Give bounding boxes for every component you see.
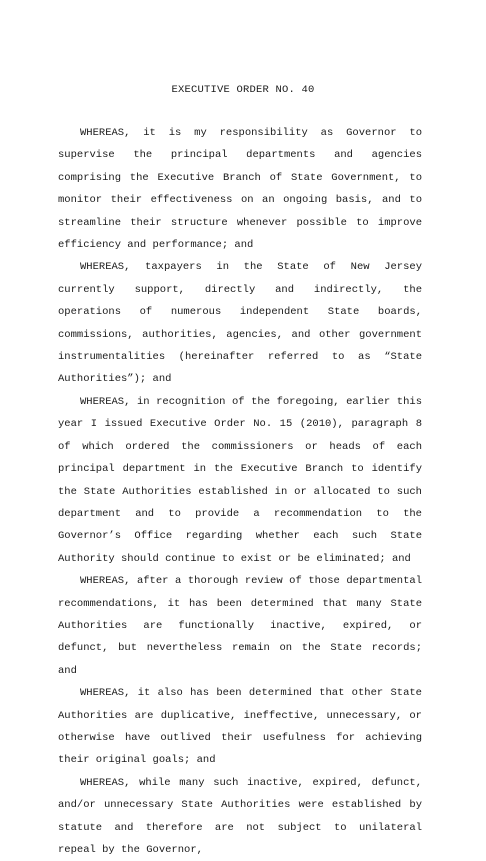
paragraph: WHEREAS, in recognition of the foregoing, earlier this year I issued Executive Order No. 15 (2010), paragraph 8 of which ordered the commissioners or heads of each principal department in the Executive Branch to identify the State Authorities established in or allocated to such department and to provide a recommendation to the Governor’s Office regarding whether each such State Authority should continue to exist or be eliminated; and <box>58 395 422 565</box>
paragraph: WHEREAS, taxpayers in the State of New Jersey currently support, directly and indirectly, the operations of numerous independent State boards, commissions, authorities, agencies, and other government instrumentalities (hereinafter referred to as “State Authorities”); and <box>58 261 422 386</box>
document-body <box>58 122 422 861</box>
paragraph: WHEREAS, it also has been determined that other State Authorities are duplicative, ineffective, unnecessary, or otherwise have outlived their usefulness for achieving their original goals; and <box>58 687 422 767</box>
paragraph: WHEREAS, it is my responsibility as Governor to supervise the principal departments and agencies comprising the Executive Branch of State Government, to monitor their effectiveness on an ongoing basis, and to streamline their structure whenever possible to improve efficiency and performance; and <box>58 127 422 252</box>
document-title: EXECUTIVE ORDER NO. 40 <box>171 84 315 96</box>
paragraph: WHEREAS, while many such inactive, expired, defunct, and/or unnecessary State Authorities were established by statute and therefore are not subject to unilateral repeal by the Governor, <box>58 776 422 856</box>
paragraph: WHEREAS, after a thorough review of those departmental recommendations, it has been determined that many State Authorities are functionally inactive, expired, or defunct, but nevertheless remain on the State records; and <box>58 575 422 677</box>
